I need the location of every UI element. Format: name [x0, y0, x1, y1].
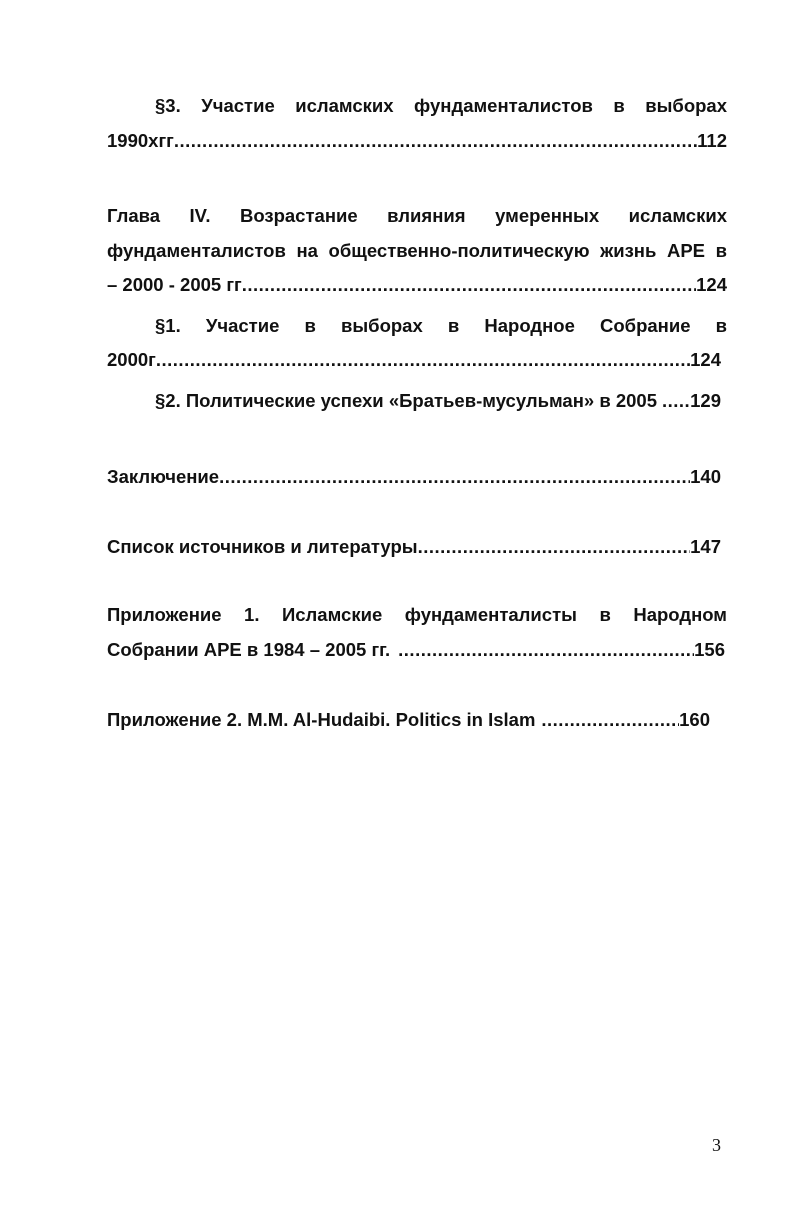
toc-conclusion-entry[interactable] [107, 464, 721, 490]
dot-leader [657, 388, 690, 414]
toc-chapter4-page: 124 [696, 274, 727, 295]
toc-s2-title: §2. Политические успехи «Братьев-мусульман» в 2005 [155, 390, 657, 411]
toc-s3-page: 112 [697, 130, 727, 151]
toc-appendix1-entry[interactable] [107, 637, 725, 663]
toc-appendix2-title: Приложение 2. M.M. Al-Hudaibi. Politics in Islam [107, 709, 536, 730]
dot-leader [390, 637, 694, 663]
dot-leader [418, 534, 691, 560]
toc-appendix1-line1: Приложение 1. Исламские фундаменталисты в Народном [107, 604, 727, 625]
dot-leader [242, 272, 696, 298]
toc-appendix2-entry[interactable] [107, 707, 710, 733]
dot-leader [174, 128, 697, 154]
toc-conclusion-page: 140 [690, 466, 721, 487]
toc-s3-entry[interactable] [107, 128, 727, 154]
toc-chapter4-line3: – 2000 - 2005 гг [107, 274, 242, 295]
toc-s3-line2: 1990хгг [107, 130, 174, 151]
dot-leader [535, 707, 679, 733]
toc-chapter4-entry[interactable] [107, 272, 727, 298]
toc-conclusion-title: Заключение [107, 466, 220, 487]
toc-chapter4-line1: Глава IV. Возрастание влияния умеренных исламских [107, 205, 727, 226]
toc-s1-page: 124 [690, 349, 721, 370]
toc-s2-entry[interactable] [107, 388, 721, 414]
toc-appendix1-line2: Собрании АРЕ в 1984 – 2005 гг. [107, 639, 391, 660]
toc-s1-line1: §1. Участие в выборах в Народное Собрание в [155, 315, 727, 336]
toc-chapter4-line2: фундаменталистов на общественно-политическую жизнь АРЕ в [107, 240, 727, 261]
dot-leader [219, 464, 690, 490]
toc-s3-line1: §3. Участие исламских фундаменталистов в выборах [155, 95, 727, 116]
toc-sources-entry[interactable] [107, 534, 721, 560]
toc-s1-entry[interactable] [107, 347, 721, 373]
toc-appendix2-page: 160 [679, 709, 710, 730]
dot-leader [156, 347, 690, 373]
toc-s1-line2: 2000г [107, 349, 156, 370]
toc-sources-page: 147 [690, 536, 721, 557]
toc-s2-page: 129 [690, 390, 721, 411]
page-number: 3 [712, 1135, 721, 1155]
toc-appendix1-page: 156 [694, 639, 725, 660]
toc-sources-title: Список источников и литературы [107, 536, 418, 557]
